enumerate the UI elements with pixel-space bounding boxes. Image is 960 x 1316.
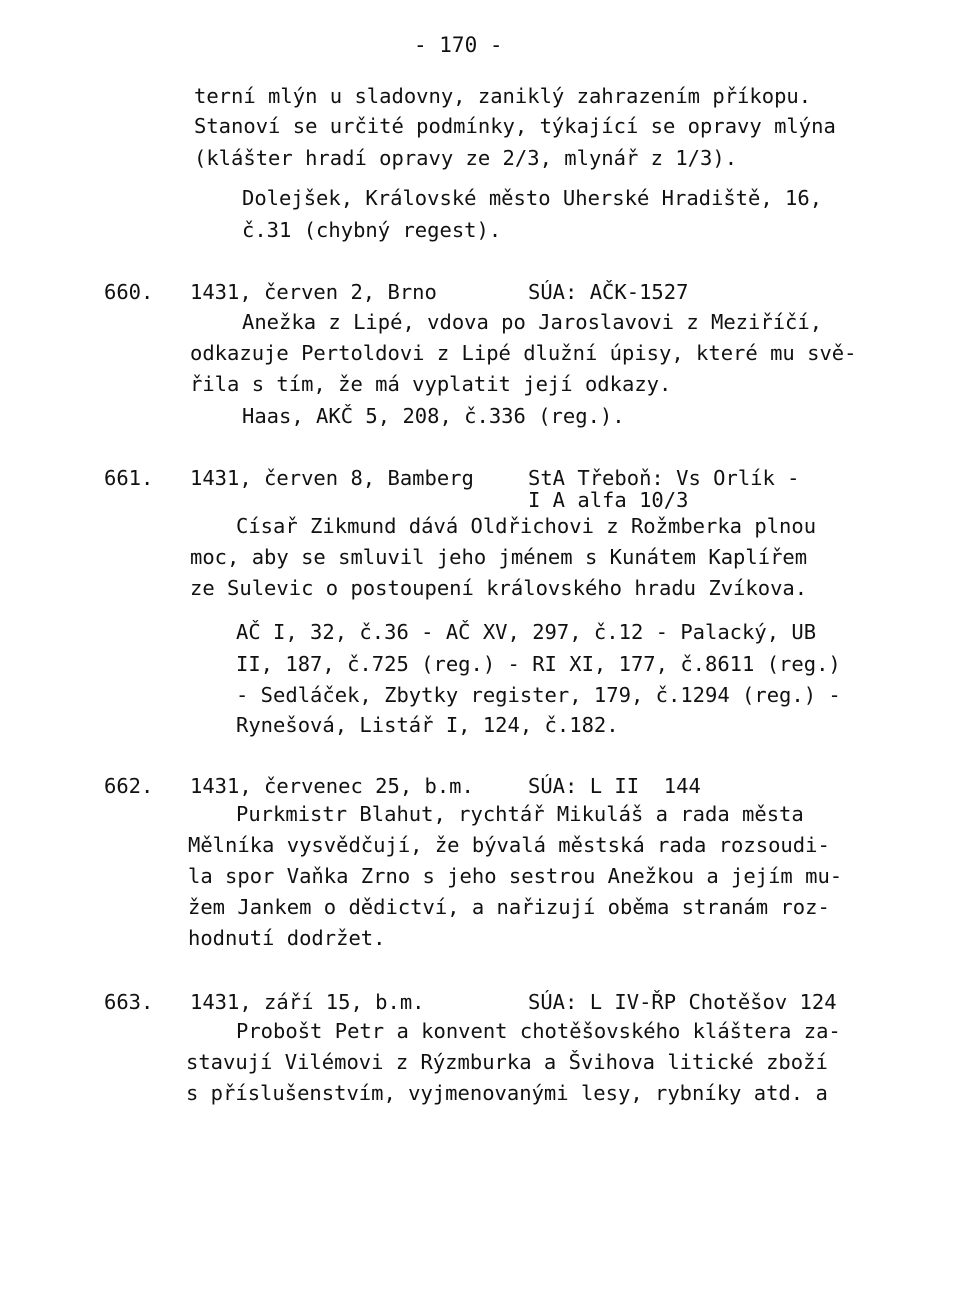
text-line: la spor Vaňka Zrno s jeho sestrou Anežkou a jejím mu- <box>188 864 843 888</box>
text-line: žem Jankem o dědictví, a nařizují oběma stranám roz- <box>188 895 830 919</box>
entry-number: 663. <box>104 990 154 1014</box>
citation-line: Haas, AKČ 5, 208, č.336 (reg.). <box>242 404 625 428</box>
text-line: Anežka z Lipé, vdova po Jaroslavovi z Meziříčí, <box>242 310 823 334</box>
citation-line: - Sedláček, Zbytky register, 179, č.1294 (reg.) - <box>236 683 841 707</box>
text-line: Mělníka vysvědčují, že bývalá městská rada rozsoudi- <box>188 833 830 857</box>
text-line: (klášter hradí opravy ze 2/3, mlynář z 1/3). <box>194 146 738 170</box>
entry-heading: 1431, září 15, b.m. <box>190 990 425 1014</box>
archive-signature: SÚA: L IV-ŘP Chotěšov 124 <box>528 990 837 1014</box>
text-line: ze Sulevic o postoupení královského hradu Zvíkova. <box>190 576 808 600</box>
text-line: Purkmistr Blahut, rychtář Mikuláš a rada města <box>236 802 804 826</box>
entry-heading: 1431, červenec 25, b.m. <box>190 774 474 798</box>
entry-number: 662. <box>104 774 154 798</box>
archive-signature: I A alfa 10/3 <box>528 488 689 512</box>
text-line: Císař Zikmund dává Oldřichovi z Rožmberka plnou <box>236 514 817 538</box>
text-line: stavují Vilémovi z Rýzmburka a Švihova litické zboží <box>186 1050 828 1074</box>
text-line: s příslušenstvím, vyjmenovanými lesy, rybníky atd. a <box>186 1081 828 1105</box>
citation-line: č.31 (chybný regest). <box>242 218 502 242</box>
entry-number: 661. <box>104 466 154 490</box>
text-line: Stanoví se určité podmínky, týkající se opravy mlýna <box>194 114 836 138</box>
entry-number: 660. <box>104 280 154 304</box>
entry-heading: 1431, červen 8, Bamberg <box>190 466 474 490</box>
archive-signature: SÚA: L II 144 <box>528 774 701 798</box>
text-line: moc, aby se smluvil jeho jménem s Kunátem Kaplířem <box>190 545 808 569</box>
citation-line: Dolejšek, Královské město Uherské Hradiště, 16, <box>242 186 823 210</box>
archive-signature: SÚA: AČK-1527 <box>528 280 689 304</box>
citation-line: Rynešová, Listář I, 124, č.182. <box>236 713 619 737</box>
text-line: Probošt Petr a konvent chotěšovského kláštera za- <box>236 1019 841 1043</box>
page-number: - 170 - <box>414 33 503 57</box>
text-line: hodnutí dodržet. <box>188 926 386 950</box>
citation-line: AČ I, 32, č.36 - AČ XV, 297, č.12 - Palacký, UB <box>236 620 817 644</box>
citation-line: II, 187, č.725 (reg.) - RI XI, 177, č.8611 (reg.) <box>236 652 841 676</box>
archive-signature: StA Třeboň: Vs Orlík - <box>528 466 800 490</box>
text-line: odkazuje Pertoldovi z Lipé dlužní úpisy, které mu svě- <box>190 341 857 365</box>
entry-heading: 1431, červen 2, Brno <box>190 280 437 304</box>
text-line: terní mlýn u sladovny, zaniklý zahrazením příkopu. <box>194 84 812 108</box>
text-line: řila s tím, že má vyplatit její odkazy. <box>190 372 672 396</box>
